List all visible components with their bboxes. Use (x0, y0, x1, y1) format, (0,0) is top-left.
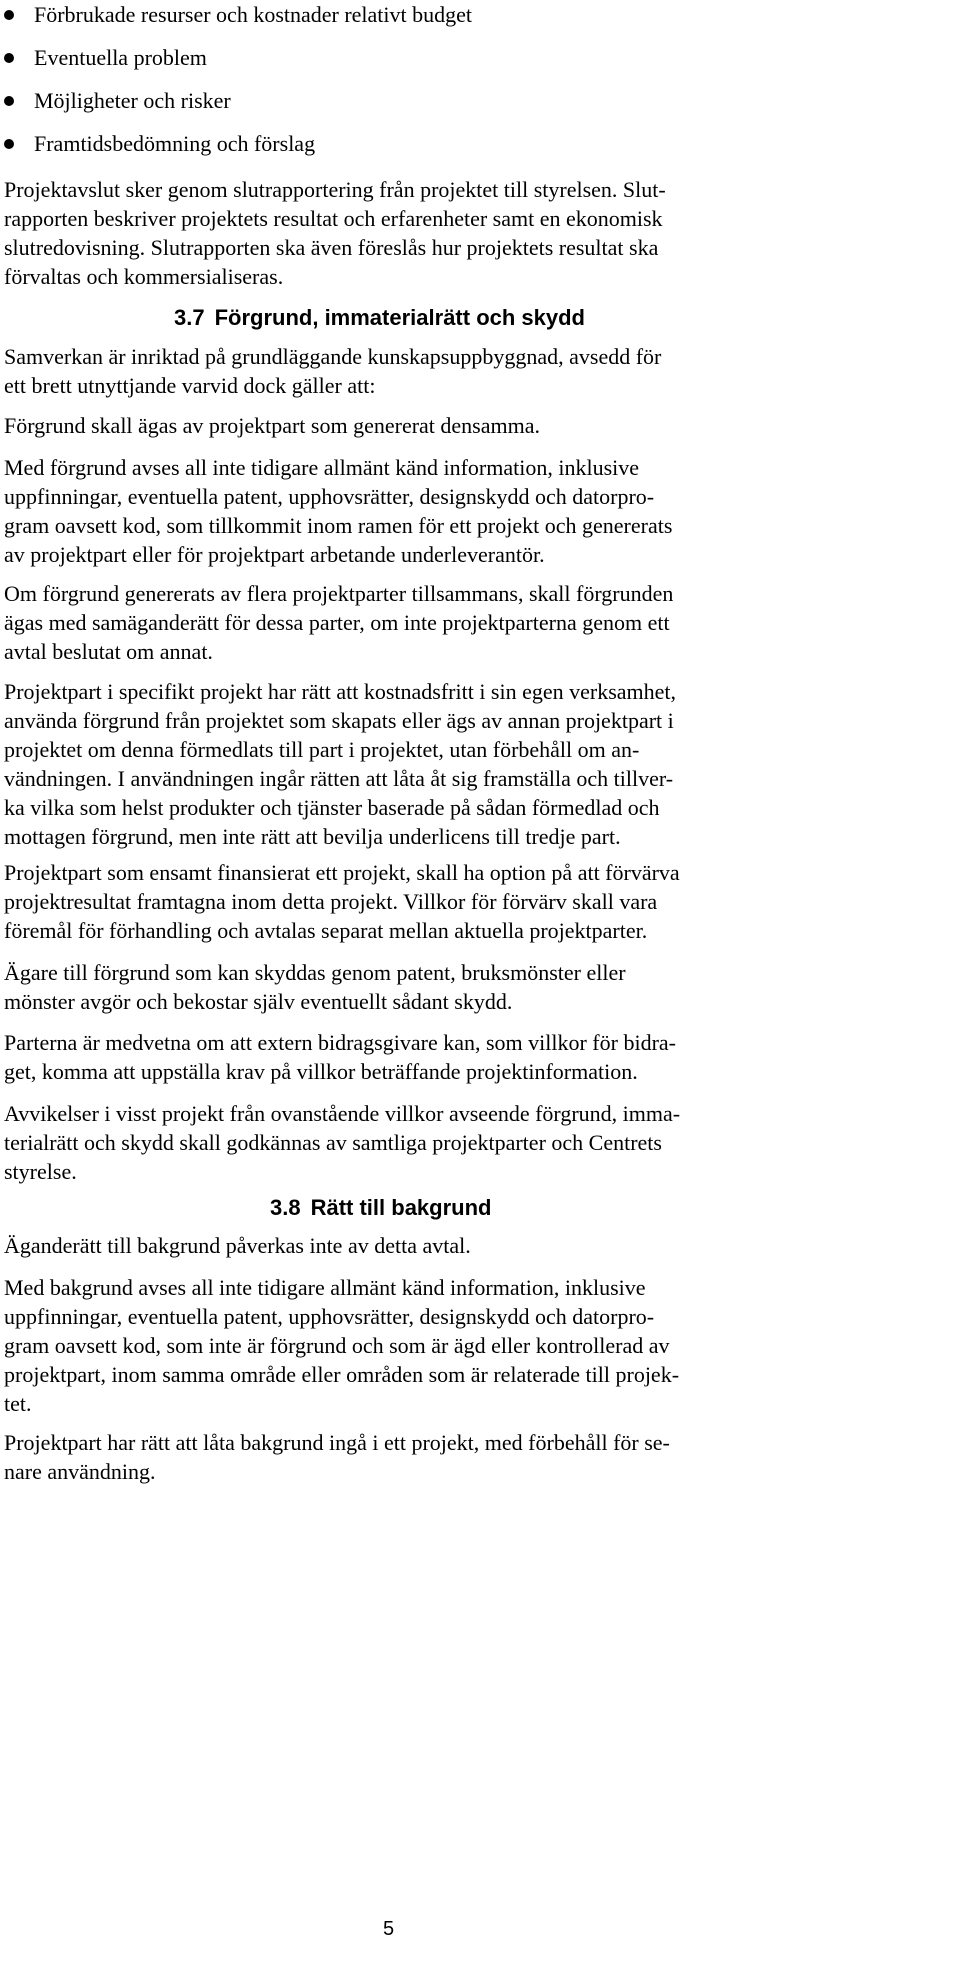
text-line: Avvikelser i visst projekt från ovanstående villkor avseende förgrund, imma- (4, 1101, 681, 1126)
paragraph-joint-ownership (4, 579, 944, 666)
text-line: projektresultat framtagna inom detta projekt. Villkor för förvärv skall vara (4, 889, 658, 914)
text-line: av projektpart eller för projektpart arbetande underleverantör. (4, 542, 545, 567)
bullet-text: Eventuella problem (34, 45, 207, 70)
text-line: tet. (4, 1391, 32, 1416)
paragraph-option-to-acquire (4, 858, 944, 945)
text-line: avtal beslutat om annat. (4, 639, 213, 664)
text-line: Parterna är medvetna om att extern bidragsgivare kan, som villkor för bidra- (4, 1030, 676, 1055)
text-line: terialrätt och skydd skall godkännas av samtliga projektparter och Centrets (4, 1130, 662, 1155)
section-heading-3-8 (270, 1194, 491, 1222)
paragraph-deviations (4, 1099, 944, 1186)
bullet-dot (4, 10, 14, 20)
paragraph-project-closure (4, 175, 944, 291)
paragraph-collaboration (4, 342, 944, 400)
text-line: uppfinningar, eventuella patent, upphovsrätter, designskydd och datorpro- (4, 1304, 655, 1329)
text-line: Projektpart har rätt att låta bakgrund ingå i ett projekt, med förbehåll för se- (4, 1430, 670, 1455)
text-line: Projektavslut sker genom slutrapportering från projektet till styrelsen. Slut- (4, 177, 666, 202)
text-line: gram oavsett kod, som inte är förgrund och som är ägd eller kontrollerad av (4, 1333, 670, 1358)
text-line: vändningen. I användningen ingår rätten att låta åt sig framställa och tillver- (4, 766, 674, 791)
text-line: förvaltas och kommersialiseras. (4, 264, 284, 289)
bullet-text: Framtidsbedömning och förslag (34, 131, 316, 156)
section-heading-3-7 (174, 304, 585, 332)
text-line: Projektpart i specifikt projekt har rätt att kostnadsfritt i sin egen verksamhet, (4, 679, 677, 704)
text-line: get, komma att uppställa krav på villkor beträffande projektinformation. (4, 1059, 638, 1084)
bullet-text: Möjligheter och risker (34, 88, 231, 113)
paragraph-background-definition (4, 1273, 944, 1418)
bullet-item (0, 88, 940, 118)
text-line: Förgrund skall ägas av projektpart som genererat densamma. (4, 413, 540, 438)
text-line: använda förgrund från projektet som skapats eller ägs av annan projektpart i (4, 708, 674, 733)
text-line: styrelse. (4, 1159, 77, 1184)
text-line: nare användning. (4, 1459, 156, 1484)
text-line: ägas med samäganderätt för dessa parter, om inte projektparterna genom ett (4, 610, 670, 635)
paragraph-foreground-ownership (4, 411, 944, 440)
paragraph-external-funders (4, 1028, 944, 1086)
bullet-dot (4, 53, 14, 63)
text-line: slutredovisning. Slutrapporten ska även föreslås hur projektets resultat ska (4, 235, 659, 260)
text-line: rapporten beskriver projektets resultat och erfarenheter samt en ekonomisk (4, 206, 663, 231)
bullet-item (0, 131, 940, 161)
section-number: 3.8 (270, 1195, 301, 1220)
bullet-text: Förbrukade resurser och kostnader relativt budget (34, 2, 473, 27)
text-line: föremål för förhandling och avtalas separat mellan aktuella projektparter. (4, 918, 648, 943)
section-title: Förgrund, immaterialrätt och skydd (214, 305, 585, 330)
text-line: Med bakgrund avses all inte tidigare allmänt känd information, inklusive (4, 1275, 646, 1300)
text-line: uppfinningar, eventuella patent, upphovsrätter, designskydd och datorpro- (4, 484, 655, 509)
text-line: gram oavsett kod, som tillkommit inom ramen för ett projekt och genererats (4, 513, 673, 538)
text-line: Med förgrund avses all inte tidigare allmänt känd information, inklusive (4, 455, 640, 480)
paragraph-background-ownership (4, 1231, 944, 1260)
text-line: mönster avgör och bekostar själv eventuellt sådant skydd. (4, 989, 513, 1014)
paragraph-usage-rights (4, 677, 944, 851)
section-number: 3.7 (174, 305, 205, 330)
page-number: 5 (383, 1918, 395, 1940)
text-line: projektpart, inom samma område eller områden som är relaterade till projek- (4, 1362, 680, 1387)
text-line: mottagen förgrund, men inte rätt att bevilja underlicens till tredje part. (4, 824, 621, 849)
text-line: ka vilka som helst produkter och tjänster baserade på sådan förmedlad och (4, 795, 660, 820)
text-line: Om förgrund genererats av flera projektparter tillsammans, skall förgrunden (4, 581, 674, 606)
bullet-item (0, 2, 940, 32)
section-title: Rätt till bakgrund (310, 1195, 492, 1220)
bullet-dot (4, 139, 14, 149)
bullet-dot (4, 96, 14, 106)
bullet-item (0, 45, 940, 75)
text-line: Ägare till förgrund som kan skyddas genom patent, bruksmönster eller (4, 960, 626, 985)
paragraph-foreground-definition (4, 453, 944, 569)
paragraph-protection (4, 958, 944, 1016)
text-line: Äganderätt till bakgrund påverkas inte av detta avtal. (4, 1233, 471, 1258)
text-line: Samverkan är inriktad på grundläggande kunskapsuppbyggnad, avsedd för (4, 344, 662, 369)
text-line: Projektpart som ensamt finansierat ett projekt, skall ha option på att förvärva (4, 860, 680, 885)
paragraph-background-inclusion (4, 1428, 944, 1486)
text-line: projektet om denna förmedlats till part i projektet, utan förbehåll om an- (4, 737, 640, 762)
text-line: ett brett utnyttjande varvid dock gäller att: (4, 373, 376, 398)
